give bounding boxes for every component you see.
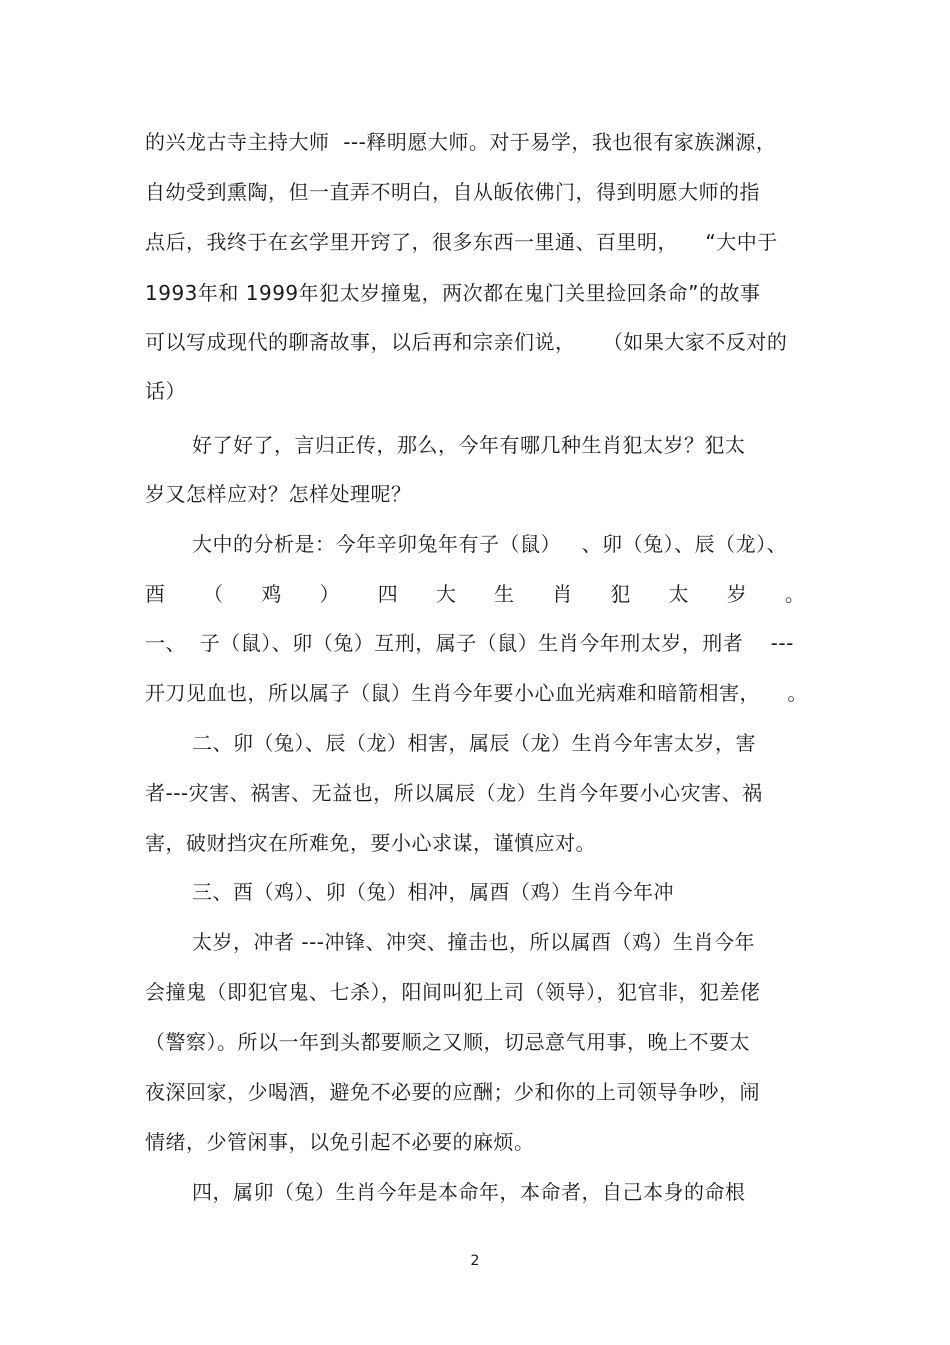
- char: 四: [377, 582, 398, 606]
- char: 肖: [552, 582, 573, 606]
- text-line: 夜深回家，少喝酒，避免不必要的应酬；少和你的上司领导争吵，闹: [145, 1080, 760, 1104]
- char: 。: [784, 582, 805, 606]
- char: 生: [494, 582, 515, 606]
- text-line: 情绪，少管闲事，以免引起不必要的麻烦。: [145, 1130, 535, 1154]
- text-line: 太岁，冲者 ---冲锋、冲突、撞击也，所以属酉（鸡）生肖今年: [192, 930, 756, 954]
- text-line: 好了好了，言归正传，那么，今年有哪几种生肖犯太岁？犯太: [192, 433, 746, 457]
- page-number: 2: [470, 1253, 480, 1269]
- char: （: [203, 582, 224, 606]
- text-line: 1993年和 1999年犯太岁撞鬼，两次都在鬼门关里捡回条命”的故事: [145, 281, 761, 305]
- text-line: 者---灾害、祸害、无益也，所以属辰（龙）生肖今年要小心灾害、祸: [145, 781, 763, 805]
- char: 大: [435, 582, 456, 606]
- char: 鸡: [261, 582, 282, 606]
- text-line: 一、 子（鼠）、卯（兔）互刑，属子（鼠）生肖今年刑太岁，刑者 ---: [145, 631, 794, 655]
- char: 犯: [610, 582, 631, 606]
- text-line: 开刀见血也，所以属子（鼠）生肖今年要小心血光病难和暗箭相害， 。: [145, 681, 808, 705]
- text-line: 话）: [145, 379, 186, 403]
- text-line: （警察）。所以一年到头都要顺之又顺，切忌意气用事，晚上不要太: [145, 1030, 750, 1054]
- text-line: 自幼受到熏陶，但一直弄不明白，自从皈依佛门，得到明愿大师的指: [145, 180, 760, 204]
- text-line: 害，破财挡灾在所难免，要小心求谋，谨慎应对。: [145, 831, 596, 855]
- text-line: 岁又怎样应对？怎样处理呢？: [145, 482, 412, 506]
- text-line: 会撞鬼（即犯官鬼、七杀），阳间叫犯上司（领导），犯官非，犯差佬: [145, 980, 761, 1004]
- text-line: 点后，我终于在玄学里开窍了，很多东西一里通、百里明， “大中于: [145, 230, 778, 254]
- char: 岁: [726, 582, 747, 606]
- char: 酉: [145, 582, 165, 606]
- char: ）: [319, 582, 340, 606]
- text-line: 三、酉（鸡）、卯（兔）相冲，属酉（鸡）生肖今年冲: [192, 880, 674, 904]
- text-line: 二、卯（兔）、辰（龙）相害，属辰（龙）生肖今年害太岁，害: [192, 731, 756, 755]
- text-line: 大中的分析是：今年辛卯兔年有子（鼠） 、卯（兔）、辰（龙）、: [192, 532, 788, 556]
- justified-text-line: [145, 580, 805, 608]
- text-line: 的兴龙古寺主持大师 ---释明愿大师。对于易学，我也很有家族渊源，: [145, 130, 777, 154]
- text-line: 四，属卯（兔）生肖今年是本命年，本命者，自己本身的命根: [192, 1180, 746, 1204]
- text-line: 可以写成现代的聊斋故事，以后再和宗亲们说， （如果大家不反对的: [145, 330, 788, 354]
- char: 太: [668, 582, 689, 606]
